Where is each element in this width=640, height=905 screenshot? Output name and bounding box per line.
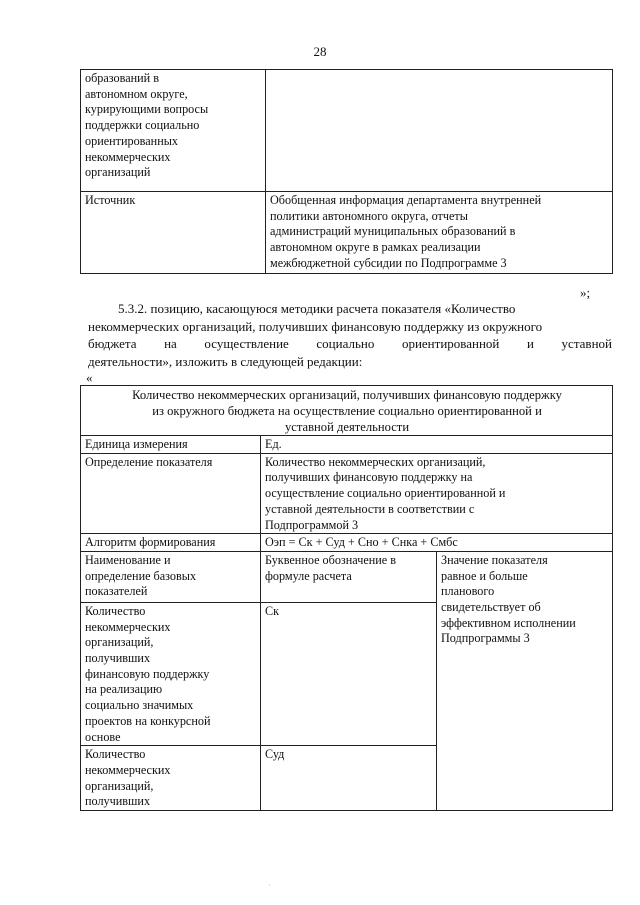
text-line: проектов на конкурсной [85,713,211,728]
unit-row [81,436,613,454]
base-indicator-name [81,602,261,745]
text-line: Подпрограммой 3 [265,517,359,532]
unit-label: Единица измерения [81,436,261,454]
text-line: финансовую поддержку [85,666,210,681]
algorithm-formula: Оэп = Ск + Суд + Сно + Снка + Смбс [261,534,613,552]
text-line: администраций муниципальных образований в [270,224,516,239]
top-table [80,69,613,274]
text-line: Количество некоммерческих организаций, получивших финансовую поддержку [132,388,562,402]
paragraph [88,300,612,370]
opening-quote: « [86,370,93,385]
top-table-cell-left [81,70,266,192]
indicator-table [80,385,613,811]
indicator-title [81,386,613,436]
text-line: получивших финансовую поддержку на [265,470,473,485]
text-line: осуществление социально ориентированной и [265,486,506,501]
text-line: некоммерческих [85,149,171,164]
base-indicator-header-row [81,551,613,602]
definition-value [261,453,613,534]
text-line: на реализацию [85,682,163,697]
paragraph-line: 5.3.2. позицию, касающуюся методики расчета показателя «Количество [118,301,516,316]
text-line: Наименование и [85,552,171,567]
formula-symbol: Суд [261,746,437,811]
scan-artifact: · [268,880,271,890]
paragraph-line: некоммерческих организаций, получивших финансовую поддержку из окружного [88,318,543,334]
top-table-row [81,70,613,192]
text-line: Подпрограммы 3 [441,631,530,646]
closing-quote: »; [580,285,591,300]
page-number: 28 [313,44,327,59]
text-line: основе [85,729,121,744]
text-line: поддержки социально [85,118,200,133]
definition-row [81,453,613,534]
text-line: социально значимых [85,698,194,713]
text-line: из окружного бюджета на осуществление социально ориентированной и [152,404,542,418]
paragraph-line: деятельности», изложить в следующей редакции: [88,353,363,369]
text-line: некоммерческих [85,762,171,777]
top-table-cell-right [266,70,613,192]
paragraph-line: бюджета на осуществление социально ориентированной и уставной [88,336,612,351]
text-line: Количество [85,747,146,762]
algorithm-label: Алгоритм формирования [81,534,261,552]
text-line: уставной деятельности [284,420,410,434]
text-line: показателей [85,584,148,599]
text-line: формуле расчета [265,568,352,583]
indicator-title-row [81,386,613,436]
text-line: эффективном исполнении [441,615,576,630]
text-line: организаций, [85,778,154,793]
text-line: свидетельствует об [441,600,541,615]
indicator-value-description [437,551,613,810]
base-indicator-name-header [81,551,261,602]
unit-value: Ед. [261,436,613,454]
text-line: автономном округе в рамках реализации [270,240,481,255]
text-line: организаций [85,165,151,180]
algorithm-row [81,534,613,552]
text-line: политики автономного округа, отчеты [270,208,468,223]
text-line: равное и больше [441,568,528,583]
text-line: организаций, [85,635,154,650]
formula-symbol: Ск [261,602,437,745]
text-line: получивших [85,794,151,809]
text-line: образований в [85,71,160,85]
text-line: определение базовых [85,568,197,583]
text-line: Буквенное обозначение в [265,552,396,567]
text-line: уставной деятельности в соответствии с [265,501,475,516]
base-indicator-name [81,746,261,811]
definition-label: Определение показателя [81,453,261,534]
text-line: ориентированных [85,133,179,148]
text-line: получивших [85,651,151,666]
text-line: автономном округе, [85,86,188,101]
top-table-row [81,192,613,274]
source-label: Источник [81,192,266,274]
text-line: некоммерческих [85,619,171,634]
text-line: межбюджетной субсидии по Подпрограмме 3 [270,255,507,270]
text-line: Обобщенная информация департамента внутренней [270,193,542,207]
formula-symbol-header [261,551,437,602]
text-line: Значение показателя [441,552,548,567]
source-value [266,192,613,274]
text-line: Количество [85,603,146,618]
text-line: Количество некоммерческих организаций, [265,454,486,469]
text-line: курирующими вопросы [85,102,209,117]
text-line: планового [441,584,495,599]
